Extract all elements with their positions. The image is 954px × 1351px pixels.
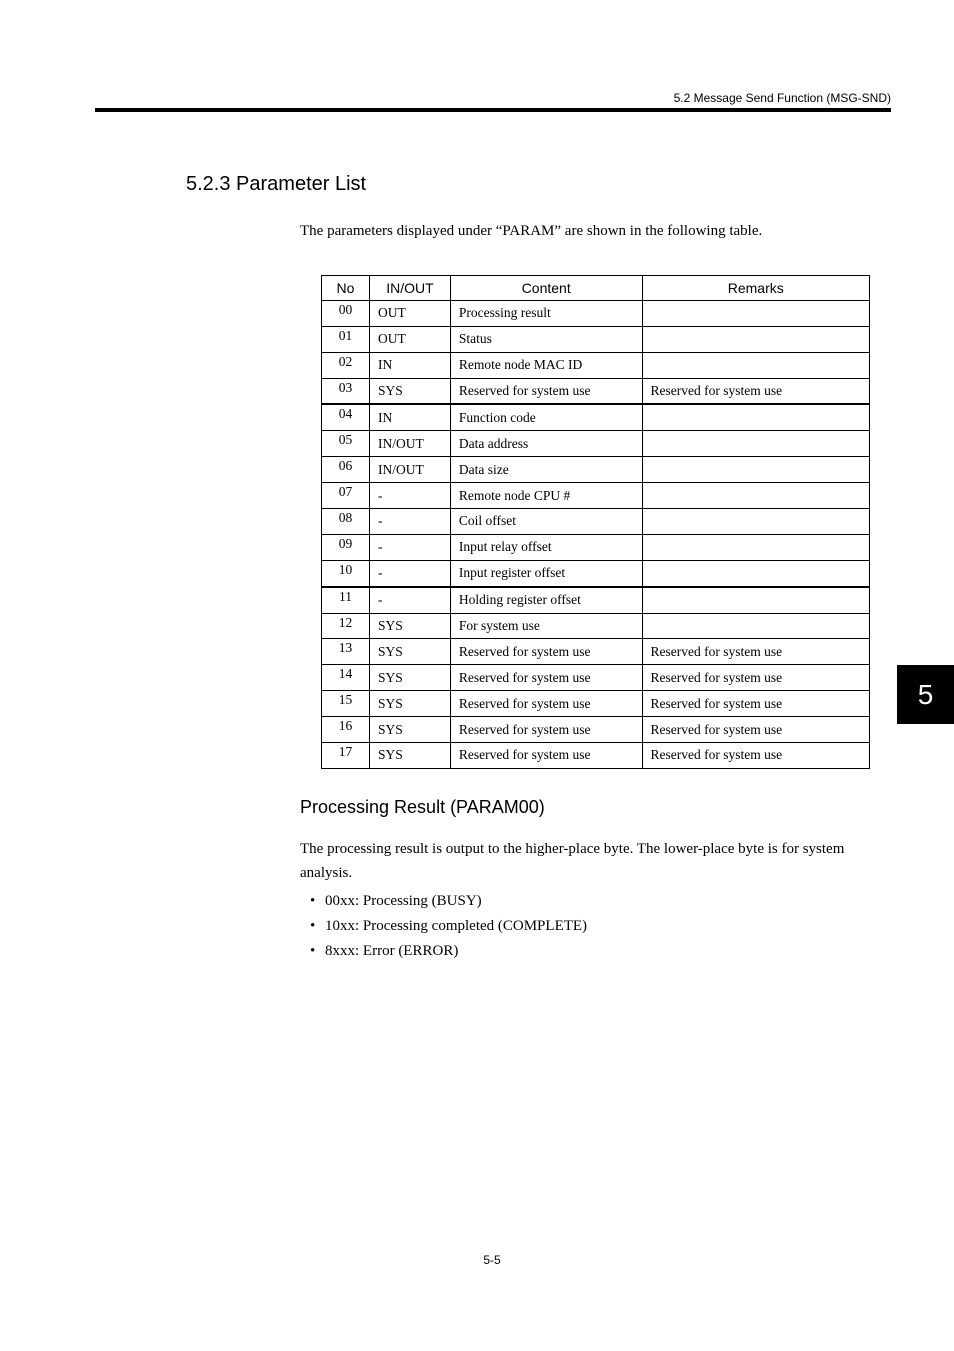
cell-remarks xyxy=(642,326,870,352)
cell-in-out: IN/OUT xyxy=(369,457,450,483)
table-row xyxy=(322,352,870,378)
parameter-table xyxy=(321,275,870,769)
cell-no: 02 xyxy=(322,352,370,378)
cell-no: 07 xyxy=(322,483,370,509)
cell-no: 14 xyxy=(322,665,370,691)
table-row xyxy=(322,691,870,717)
header-rule xyxy=(95,108,891,112)
table-row xyxy=(322,300,870,326)
cell-in-out: SYS xyxy=(369,743,450,769)
cell-remarks xyxy=(642,587,870,613)
table-row xyxy=(322,404,870,430)
table-body xyxy=(322,300,870,768)
cell-content: Coil offset xyxy=(450,509,642,535)
table-row xyxy=(322,587,870,613)
cell-remarks xyxy=(642,404,870,430)
cell-no: 05 xyxy=(322,431,370,457)
cell-content: Reserved for system use xyxy=(450,665,642,691)
running-header: 5.2 Message Send Function (MSG-SND) xyxy=(673,91,891,105)
table-row xyxy=(322,560,870,586)
cell-content: Reserved for system use xyxy=(450,639,642,665)
cell-no: 11 xyxy=(322,587,370,613)
cell-remarks xyxy=(642,483,870,509)
table-header-row xyxy=(322,276,870,301)
cell-content: Input register offset xyxy=(450,560,642,586)
cell-content: For system use xyxy=(450,613,642,639)
cell-no: 15 xyxy=(322,691,370,717)
cell-in-out: - xyxy=(369,509,450,535)
cell-no: 13 xyxy=(322,639,370,665)
table-row xyxy=(322,326,870,352)
cell-in-out: SYS xyxy=(369,691,450,717)
processing-result-list xyxy=(310,889,587,964)
cell-in-out: OUT xyxy=(369,326,450,352)
table-row xyxy=(322,717,870,743)
cell-no: 12 xyxy=(322,613,370,639)
cell-no: 08 xyxy=(322,509,370,535)
cell-remarks: Reserved for system use xyxy=(642,717,870,743)
cell-in-out: SYS xyxy=(369,665,450,691)
table-row xyxy=(322,534,870,560)
cell-no: 01 xyxy=(322,326,370,352)
table-row xyxy=(322,457,870,483)
cell-no: 03 xyxy=(322,378,370,404)
cell-content: Data size xyxy=(450,457,642,483)
cell-in-out: - xyxy=(369,560,450,586)
table-row xyxy=(322,378,870,404)
cell-in-out: IN/OUT xyxy=(369,431,450,457)
cell-remarks: Reserved for system use xyxy=(642,639,870,665)
header-in-out: IN/OUT xyxy=(369,276,450,301)
table-row xyxy=(322,431,870,457)
cell-in-out: SYS xyxy=(369,613,450,639)
section-heading: 5.2.3 Parameter List xyxy=(186,173,367,195)
cell-remarks xyxy=(642,613,870,639)
cell-content: Remote node CPU # xyxy=(450,483,642,509)
list-item: • 8xxx: Error (ERROR) xyxy=(310,939,587,964)
cell-in-out: SYS xyxy=(369,717,450,743)
processing-result-heading: Processing Result (PARAM00) xyxy=(300,797,545,817)
table-row xyxy=(322,743,870,769)
cell-remarks xyxy=(642,457,870,483)
cell-content: Processing result xyxy=(450,300,642,326)
cell-no: 17 xyxy=(322,743,370,769)
cell-content: Reserved for system use xyxy=(450,717,642,743)
cell-no: 09 xyxy=(322,534,370,560)
cell-remarks: Reserved for system use xyxy=(642,378,870,404)
table-row xyxy=(322,483,870,509)
list-item: • 00xx: Processing (BUSY) xyxy=(310,889,587,914)
cell-content: Remote node MAC ID xyxy=(450,352,642,378)
intro-text: The parameters displayed under “PARAM” are shown in the following table. xyxy=(300,223,763,239)
table-row xyxy=(322,639,870,665)
cell-remarks: Reserved for system use xyxy=(642,691,870,717)
cell-remarks xyxy=(642,534,870,560)
cell-no: 10 xyxy=(322,560,370,586)
list-item: • 10xx: Processing completed (COMPLETE) xyxy=(310,914,587,939)
cell-in-out: IN xyxy=(369,352,450,378)
cell-content: Reserved for system use xyxy=(450,691,642,717)
chapter-tab: 5 xyxy=(897,665,954,724)
cell-no: 16 xyxy=(322,717,370,743)
cell-content: Input relay offset xyxy=(450,534,642,560)
cell-content: Status xyxy=(450,326,642,352)
table-row xyxy=(322,665,870,691)
cell-remarks: Reserved for system use xyxy=(642,743,870,769)
cell-no: 06 xyxy=(322,457,370,483)
table-row xyxy=(322,613,870,639)
processing-result-text: The processing result is output to the higher-place byte. The lower-place byte is for system analysis. xyxy=(300,841,845,881)
cell-content: Holding register offset xyxy=(450,587,642,613)
cell-in-out: - xyxy=(369,483,450,509)
cell-content: Function code xyxy=(450,404,642,430)
cell-in-out: IN xyxy=(369,404,450,430)
table-row xyxy=(322,509,870,535)
cell-content: Reserved for system use xyxy=(450,743,642,769)
cell-no: 00 xyxy=(322,300,370,326)
cell-content: Data address xyxy=(450,431,642,457)
cell-remarks xyxy=(642,560,870,586)
cell-in-out: - xyxy=(369,534,450,560)
cell-remarks xyxy=(642,431,870,457)
cell-remarks xyxy=(642,352,870,378)
cell-remarks xyxy=(642,300,870,326)
cell-in-out: SYS xyxy=(369,639,450,665)
cell-in-out: - xyxy=(369,587,450,613)
cell-in-out: SYS xyxy=(369,378,450,404)
header-no: No xyxy=(322,276,370,301)
cell-content: Reserved for system use xyxy=(450,378,642,404)
page-number: 5-5 xyxy=(483,1253,501,1267)
cell-in-out: OUT xyxy=(369,300,450,326)
header-content: Content xyxy=(450,276,642,301)
cell-no: 04 xyxy=(322,404,370,430)
cell-remarks: Reserved for system use xyxy=(642,665,870,691)
header-remarks: Remarks xyxy=(642,276,870,301)
cell-remarks xyxy=(642,509,870,535)
